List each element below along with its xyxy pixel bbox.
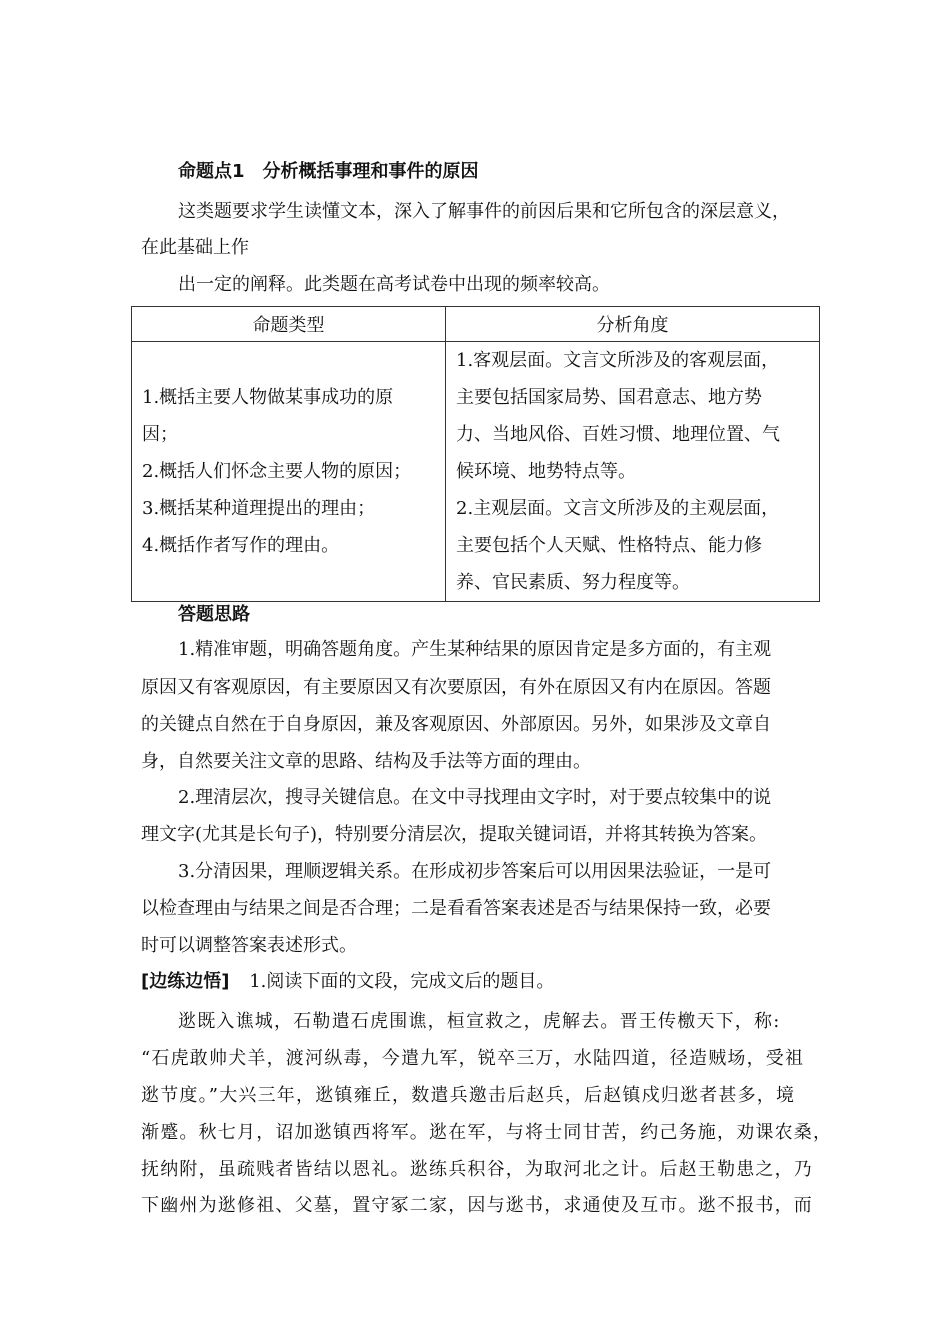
type-item: 4.概括作者写作的理由。: [142, 535, 340, 556]
type-item: 1.概括主要人物做某事成功的原: [142, 387, 394, 408]
type-item: 3.概括某种道理提出的理由；: [142, 498, 376, 519]
angle-line: 养、官民素质、努力程度等。: [456, 572, 690, 593]
approach-line: 身，自然要关注文章的思路、结构及手法等方面的理由。: [141, 751, 591, 772]
angle-line: 主要包括个人天赋、性格特点、能力修: [456, 535, 762, 556]
angle-line: 1.客观层面。文言文所涉及的客观层面，: [456, 350, 780, 371]
practice-tag: [边练边悟]: [141, 971, 230, 992]
passage-line: 逖节度。”大兴三年，逖镇雍丘，数遣兵邀击后赵兵，后赵镇戍归逖者甚多，境: [141, 1085, 796, 1106]
type-item: 因；: [142, 424, 178, 445]
angle-line: 候环境、地势特点等。: [456, 461, 636, 482]
angle-line: 2.主观层面。文言文所涉及的主观层面，: [456, 498, 780, 519]
approach-line: 时可以调整答案表述形式。: [141, 935, 357, 956]
table-header-angles: 分析角度: [446, 307, 820, 342]
passage-line: 渐蹙。秋七月，诏加逖镇西将军。逖在军，与将士同甘苦，约己务施，劝课农桑，: [141, 1122, 833, 1143]
approach-line: 理文字(尤其是长句子)，特别要分清层次，提取关键词语，并将其转换为答案。: [141, 824, 768, 845]
passage-line: 逖既入谯城，石勒遣石虎围谯，桓宣救之，虎解去。晋王传檄天下，称:: [178, 1011, 781, 1032]
approach-line: 原因又有客观原因，有主要原因又有次要原因，有外在原因又有内在原因。答题: [141, 677, 771, 698]
passage-line: 抚纳附，虽疏贱者皆结以恩礼。逖练兵积谷，为取河北之计。后赵王勒患之，乃: [141, 1159, 813, 1180]
approach-line: 以检查理由与结果之间是否合理；二是看看答案表述是否与结果保持一致，必要: [141, 898, 771, 919]
approach-title: 答题思路: [178, 604, 250, 625]
section-title: 命题点1 分析概括事理和事件的原因: [178, 161, 479, 182]
intro-line-1: 这类题要求学生读懂文本，深入了解事件的前因后果和它所包含的深层意义，: [178, 201, 790, 222]
intro-line-2: 在此基础上作: [141, 237, 249, 258]
passage-line: “石虎敢帅犬羊，渡河纵毒，今遣九军，锐卒三万，水陆四道，径造贼场，受祖: [141, 1048, 805, 1069]
approach-line: 1.精准审题，明确答题角度。产生某种结果的原因肯定是多方面的，有主观: [178, 639, 772, 660]
table-cell-angles: [446, 342, 820, 602]
angle-line: 力、当地风俗、百姓习惯、地理位置、气: [456, 424, 780, 445]
passage-line: 下幽州为逖修祖、父墓，置守冢二家，因与逖书，求通使及互市。逖不报书，而: [141, 1195, 813, 1216]
practice-line: [141, 970, 554, 994]
table-header-types: 命题类型: [132, 307, 446, 342]
type-item: 2.概括人们怀念主要人物的原因；: [142, 461, 412, 482]
approach-line: 2.理清层次，搜寻关键信息。在文中寻找理由文字时，对于要点较集中的说: [178, 787, 772, 808]
intro-line-3: 出一定的阐释。此类题在高考试卷中出现的频率较高。: [178, 274, 610, 295]
approach-line: 3.分清因果，理顺逻辑关系。在形成初步答案后可以用因果法验证，一是可: [178, 861, 772, 882]
angle-line: 主要包括国家局势、国君意志、地方势: [456, 387, 762, 408]
table-cell-types: [132, 342, 446, 602]
practice-instruction: 1.阅读下面的文段，完成文后的题目。: [249, 971, 555, 992]
approach-line: 的关键点自然在于自身原因，兼及客观原因、外部原因。另外，如果涉及文章自: [141, 714, 771, 735]
question-type-table: [131, 306, 820, 602]
